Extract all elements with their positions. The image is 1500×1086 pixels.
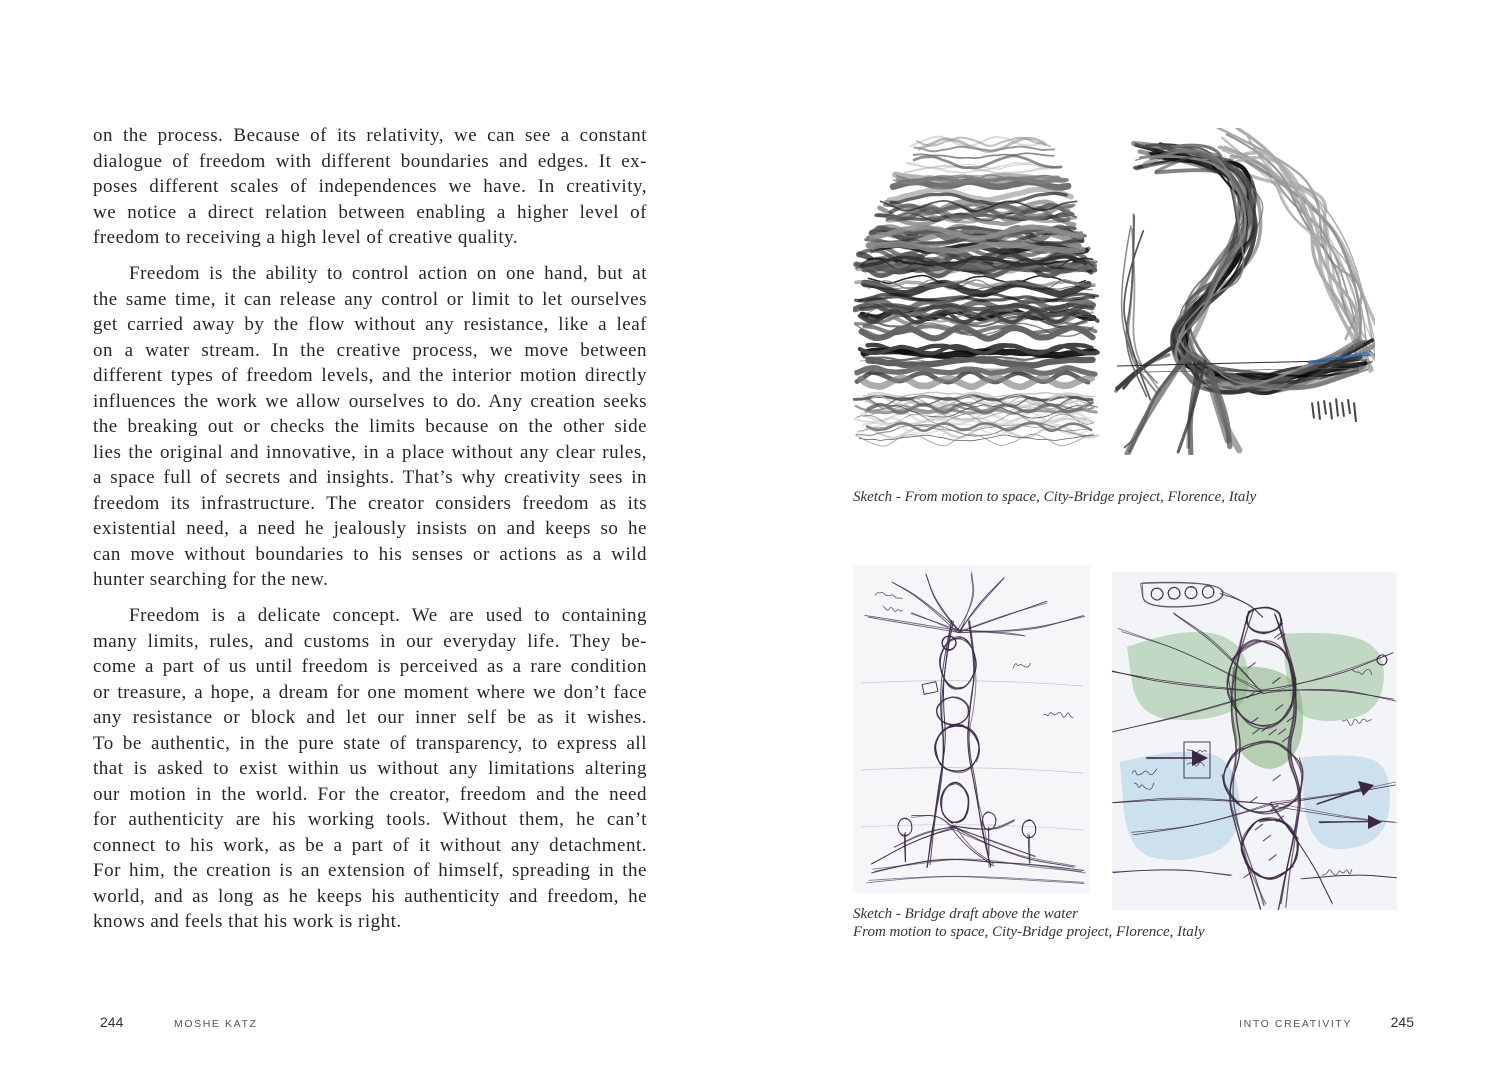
text-line: influences the work we allow ourselves to do. Any creation seeks [93, 390, 647, 412]
text-line: or treasure, a hope, a dream for one moment where we don’t face [93, 681, 647, 703]
text-line: world, and as long as he keeps his authenticity and freedom, he [93, 885, 647, 907]
body-text [93, 123, 647, 945]
paragraph [93, 261, 647, 593]
right-page-number: 245 [1390, 1014, 1414, 1030]
figure-caption [853, 488, 1256, 506]
text-line: connect to his work, as be a part of it without any detachment. [93, 834, 647, 856]
paragraph [93, 603, 647, 935]
curve-strokes [1116, 128, 1375, 454]
text-line: many limits, rules, and customs in our everyday life. They be- [93, 630, 647, 652]
text-line: get carried away by the flow without any resistance, like a leaf [93, 314, 647, 335]
text-line: poses different scales of independences we have. In creativity, [93, 176, 647, 197]
text-line: hunter searching for the new. [93, 569, 329, 590]
text-line: For him, the creation is an extension of himself, spreading in the [93, 860, 647, 881]
figure-caption [853, 905, 1205, 941]
text-line: we notice a direct relation between enabling a higher level of [93, 201, 647, 223]
wave-strokes [854, 137, 1098, 446]
text-line: the breaking out or checks the limits because on the other side [93, 416, 647, 437]
text-line: existential need, a need he jealously insists on and keeps so he [93, 518, 647, 539]
text-line: knows and feels that his work is right. [93, 911, 402, 932]
text-line: Freedom is a delicate concept. We are used to containing [129, 605, 647, 626]
caption-line: From motion to space, City-Bridge project, Florence, Italy [853, 924, 1205, 940]
text-line: a space full of secrets and insights. That’s why creativity sees in [93, 467, 647, 488]
text-line: Freedom is the ability to control action on one hand, but at [129, 263, 647, 284]
sketch-bridge-draft-image [853, 565, 1090, 893]
text-line: on a water stream. In the creative process, we move between [93, 339, 647, 361]
text-line: lies the original and innovative, in a place without any clear rules, [93, 441, 647, 463]
running-title: INTO CREATIVITY [1239, 1018, 1352, 1030]
sketch-motion-curves-image [1112, 128, 1375, 455]
paragraph [93, 123, 647, 251]
text-line: dialogue of freedom with different boundaries and edges. It ex- [93, 150, 647, 172]
text-line: freedom to receiving a high level of creative quality. [93, 227, 519, 248]
text-line: To be authentic, in the pure state of transparency, to express all [93, 732, 647, 754]
text-line: for authenticity are his working tools. Without them, he can’t [93, 809, 647, 830]
caption-line: Sketch - Bridge draft above the water [853, 906, 1078, 922]
sketch-bridge-color-image [1112, 572, 1397, 910]
caption-line: Sketch - From motion to space, City-Bridge project, Florence, Italy [853, 489, 1257, 505]
text-line: the same time, it can release any control or limit to let ourselves [93, 288, 647, 310]
text-line: different types of freedom levels, and the interior motion directly [93, 365, 647, 386]
text-line: our motion in the world. For the creator, freedom and the need [93, 783, 647, 805]
text-line: freedom its infrastructure. The creator considers freedom as its [93, 492, 647, 514]
left-page-number: 244 [100, 1014, 124, 1030]
running-author: MOSHE KATZ [174, 1018, 258, 1030]
text-line: on the process. Because of its relativity, we can see a constant [93, 125, 647, 146]
text-line: that is asked to exist within us without any limitations altering [93, 758, 647, 779]
text-line: can move without boundaries to his senses or actions as a wild [93, 543, 647, 565]
sketch-motion-waves-image [853, 135, 1100, 447]
text-line: come a part of us until freedom is perceived as a rare condition [93, 656, 647, 677]
text-line: any resistance or block and let our inner self be as it wishes. [93, 707, 647, 728]
